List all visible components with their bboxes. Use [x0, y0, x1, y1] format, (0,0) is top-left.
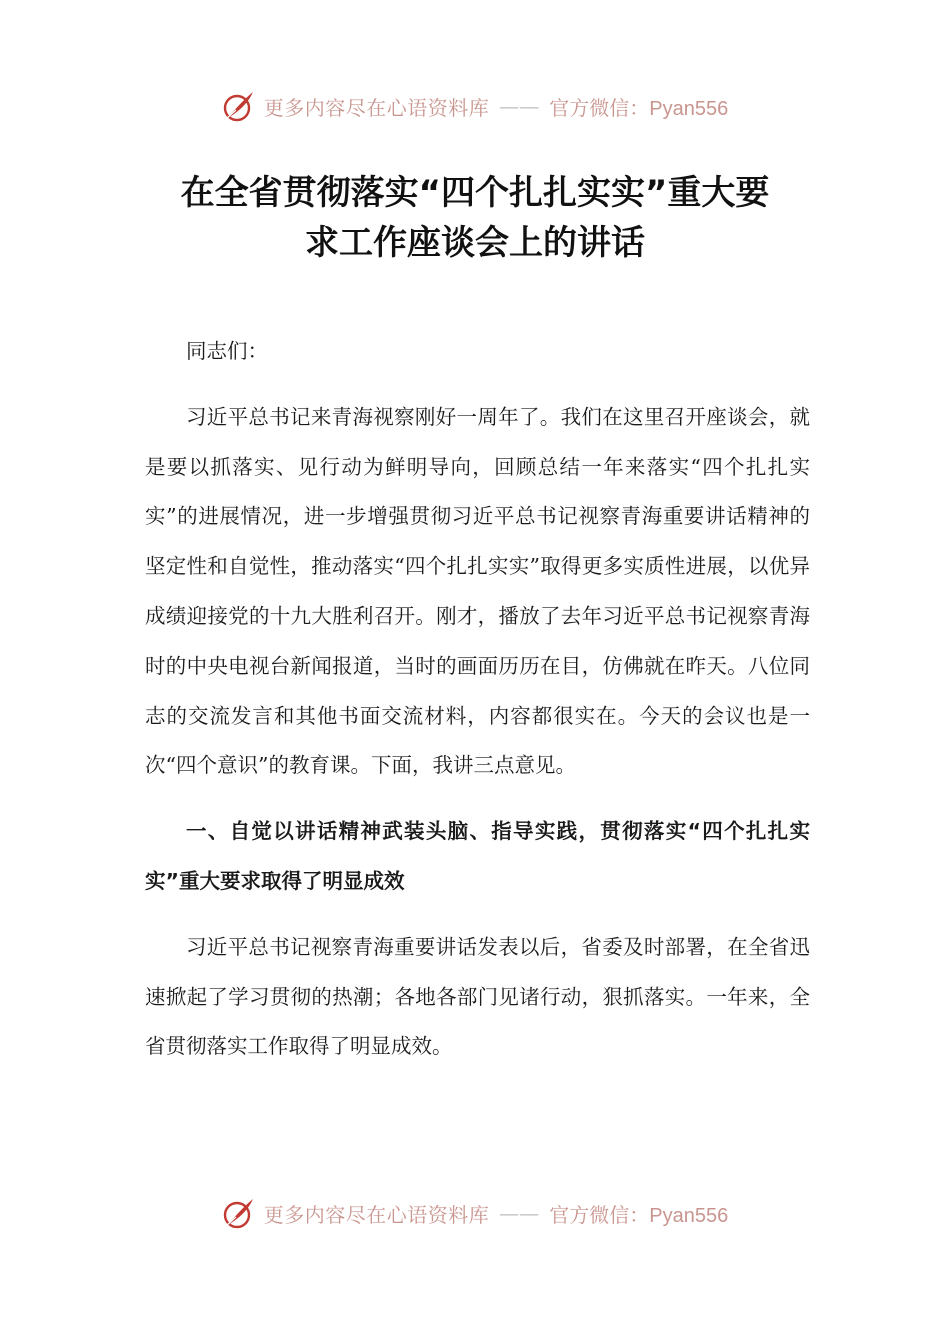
watermark-separator: —— — [499, 94, 540, 118]
feather-pen-logo-icon — [222, 1196, 256, 1230]
title-line-2: 求工作座谈会上的讲话 — [305, 223, 645, 263]
watermark-separator: —— — [499, 1201, 540, 1225]
greeting: 同志们： — [186, 339, 268, 363]
document-body — [145, 327, 810, 1072]
title-line-1: 在全省贯彻落实“四个扎扎实实”重大要 — [180, 173, 770, 213]
paragraph-intro: 习近平总书记来青海视察刚好一周年了。我们在这里召开座谈会，就是要以抓落实、见行动为鲜明导向，回顾总结一年来落实“四个扎扎实实”的进展情况，进一步增强贯彻习近平总书记视察青海重要讲话精神的坚定性和自觉性，推动落实“四个扎扎实实”取得更多实质性进展，以优异成绩迎接党的十九大胜利召开。刚才，播放了去年习近平总书记视察青海时的中央电视台新闻报道，当时的画面历历在目，仿佛就在昨天。八位同志的交流发言和其他书面交流材料，内容都很实在。今天的会议也是一次“四个意识”的教育课。下面，我讲三点意见。 — [145, 404, 810, 778]
watermark-text: 更多内容尽在心语资料库 — [263, 95, 490, 120]
watermark-wechat: 官方微信：Pyan556 — [549, 97, 729, 120]
header-watermark — [0, 86, 950, 126]
feather-pen-logo-icon — [222, 89, 256, 123]
document-title — [120, 168, 830, 268]
section-heading-1: 一、自觉以讲话精神武装头脑、指导实践，贯彻落实“四个扎扎实实”重大要求取得了明显成效 — [145, 819, 810, 893]
watermark-text: 更多内容尽在心语资料库 — [263, 1202, 490, 1227]
footer-watermark — [0, 1193, 950, 1233]
paragraph-section-1: 习近平总书记视察青海重要讲话发表以后，省委及时部署，在全省迅速掀起了学习贯彻的热潮；各地各部门见诸行动，狠抓落实。一年来，全省贯彻落实工作取得了明显成效。 — [145, 934, 810, 1059]
watermark-wechat: 官方微信：Pyan556 — [549, 1204, 729, 1227]
